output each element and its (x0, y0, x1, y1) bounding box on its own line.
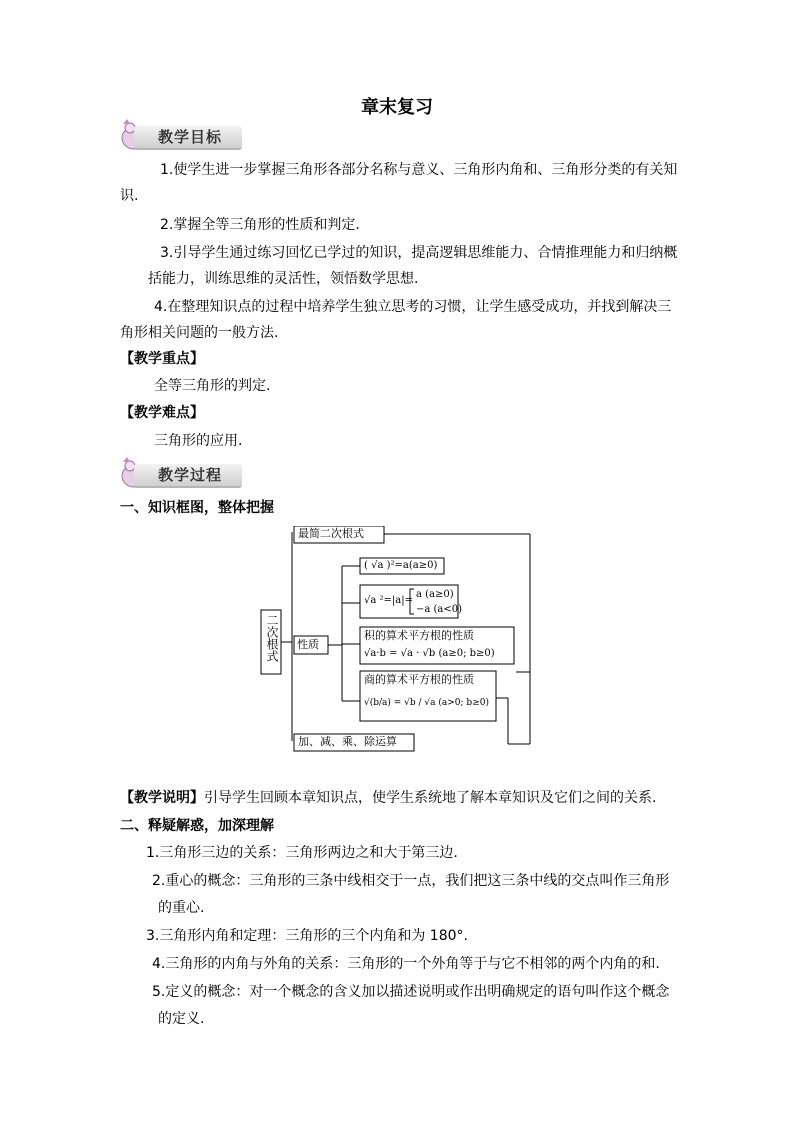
concept-3: 3.三角形内角和定理：三角形的三个内角和为 180°. (146, 928, 468, 944)
teaching-note (120, 788, 656, 808)
concept-2-line-1: 2.重心的概念：三角形的三条中线相交于一点，我们把这三条中线的交点叫作三角形 (152, 873, 670, 889)
difficulty-text: 三角形的应用. (154, 433, 243, 449)
concept-2-line-2: 的重心. (158, 900, 205, 916)
section-badge-teaching-process (118, 456, 248, 490)
note-text: 引导学生回顾本章知识点，使学生系统地了解本章知识及它们之间的关系. (204, 790, 657, 806)
diagram-product-title: 积的算术平方根的性质 (364, 629, 474, 642)
diagram-formula-1: ( √a )²=a(a≥0) (364, 560, 438, 571)
badge-label: 教学过程 (158, 466, 223, 484)
part2-heading: 二、释疑解惑，加深理解 (120, 818, 274, 834)
objective-3-line-2: 括能力，训练思维的灵活性，领悟数学思想. (148, 271, 419, 287)
note-heading: 【教学说明】 (120, 790, 204, 806)
knowledge-diagram (260, 526, 540, 756)
page-title: 章末复习 (361, 97, 433, 118)
diagram-quotient-formula: √(b/a) = √b / √a (a>0; b≥0) (364, 698, 489, 708)
diagram-formula-2-case-1: a (a≥0) (416, 589, 454, 600)
concept-4: 4.三角形的内角与外角的关系：三角形的一个外角等于与它不相邻的两个内角的和. (152, 956, 660, 972)
diagram-product-formula: √a·b = √a · √b (a≥0; b≥0) (364, 648, 495, 659)
objective-2: 2.掌握全等三角形的性质和判定. (160, 217, 360, 233)
diagram-operations: 加、减、乘、除运算 (298, 735, 397, 748)
concept-1: 1.三角形三边的关系：三角形两边之和大于第三边. (146, 845, 458, 861)
objective-4-line-2: 角形相关问题的一般方法. (120, 325, 279, 341)
diagram-formula-2-case-2: −a (a<0) (416, 604, 463, 615)
diagram-quotient-title: 商的算术平方根的性质 (364, 673, 474, 686)
objective-3-line-1: 3.引导学生通过练习回忆已学过的知识，提高逻辑思维能力、合情推理能力和归纳概 (160, 245, 678, 261)
diagram-formula-2-left: √a ²=|a|= (364, 595, 413, 606)
concept-5-line-1: 5.定义的概念：对一个概念的含义加以描述说明或作出明确规定的语句叫作这个概念 (152, 984, 670, 1000)
objective-1-line-1: 1.使学生进一步掌握三角形各部分名称与意义、三角形内角和、三角形分类的有关知 (160, 162, 678, 178)
diagram-properties: 性质 (297, 638, 319, 651)
key-point-heading: 【教学重点】 (120, 351, 204, 367)
diagram-root-label: 二次根式 (265, 614, 279, 662)
concept-5-line-2: 的定义. (158, 1011, 205, 1027)
diagram-simplest-root: 最简二次根式 (298, 527, 364, 540)
objective-4-line-1: 4.在整理知识点的过程中培养学生独立思考的习惯，让学生感受成功，并找到解决三 (154, 299, 672, 315)
badge-label: 教学目标 (158, 128, 223, 146)
part1-heading: 一、知识框图，整体把握 (120, 500, 274, 516)
objective-1-line-2: 识. (120, 188, 139, 204)
section-badge-teaching-goals (118, 118, 248, 152)
difficulty-heading: 【教学难点】 (120, 405, 204, 421)
key-point-text: 全等三角形的判定. (154, 378, 271, 394)
